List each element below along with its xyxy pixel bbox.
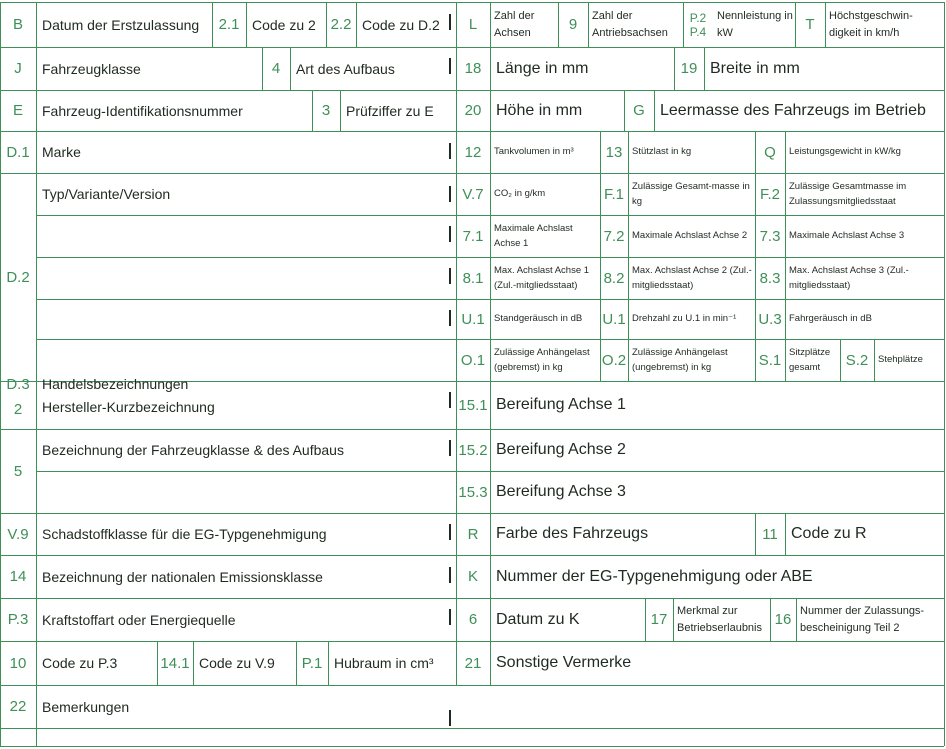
field-label: Tankvolumen in m³	[494, 146, 574, 158]
field-code: S.1	[758, 351, 782, 369]
field-code: D.2	[6, 268, 30, 286]
field-label: Handelsbezeichnungen	[42, 376, 189, 392]
field-label: Sitzplätze gesamt	[789, 346, 831, 373]
entry-marker	[449, 392, 451, 408]
field-label: Standgeräusch in dB	[494, 313, 583, 325]
field-label: Bereifung Achse 1	[496, 396, 626, 413]
field-label: Bereifung Achse 2	[496, 441, 626, 458]
field-code: 22	[9, 698, 27, 715]
field-code: O.1	[460, 351, 486, 369]
field-code: R	[467, 525, 479, 543]
field-label: Code zu P.3	[42, 655, 118, 671]
field-code: 14.1	[160, 654, 190, 672]
field-code: 14	[9, 568, 27, 585]
field-code: T	[805, 16, 815, 33]
field-label: Leermasse des Fahrzeugs im Betrieb	[660, 101, 926, 119]
field-label: Marke	[42, 144, 81, 160]
entry-marker	[449, 226, 451, 242]
field-code: L	[468, 16, 478, 33]
field-label: Drehzahl zu U.1 in min⁻¹	[632, 313, 737, 325]
field-code: G	[633, 102, 645, 119]
field-code: 17	[650, 611, 668, 628]
field-label: Zulässige Gesamt-masse in kg	[632, 180, 750, 207]
field-code: 12	[464, 143, 482, 161]
field-code: F.1	[603, 185, 624, 203]
entry-marker	[449, 186, 451, 202]
field-label: Code zu 2	[252, 16, 316, 33]
grid-line-horizontal	[36, 339, 456, 340]
field-code: 5	[13, 462, 23, 480]
field-code: 19	[680, 60, 698, 77]
field-code: E	[12, 102, 23, 119]
field-label: Maximale Achslast Achse 3	[789, 230, 905, 242]
field-code: 16	[774, 611, 792, 628]
field-label: Hersteller-Kurzbezeichnung	[42, 399, 215, 415]
field-label: Zahl der Antriebsachsen	[592, 10, 668, 39]
field-code: V.9	[7, 525, 29, 543]
field-label: Länge in mm	[496, 59, 589, 77]
field-code: 21	[464, 654, 482, 672]
field-code: 15.3	[458, 483, 488, 501]
field-label: Bemerkungen	[42, 698, 130, 715]
grid-line-horizontal	[36, 299, 456, 300]
field-code: 15.2	[458, 441, 488, 459]
entry-marker	[449, 310, 451, 326]
grid-line-horizontal	[36, 215, 456, 216]
field-code: D.3	[6, 375, 30, 393]
field-code: 8.2	[603, 269, 625, 287]
field-label: Code zu R	[791, 525, 867, 542]
field-code	[683, 4, 713, 45]
field-code: 2	[13, 400, 23, 418]
field-code: 6	[468, 611, 478, 628]
field-code: 4	[271, 60, 281, 77]
field-code: 2.2	[330, 16, 352, 33]
field-code: 15.1	[458, 396, 488, 414]
field-code: 2.1	[218, 16, 240, 33]
grid-line-horizontal	[36, 257, 456, 258]
entry-marker	[449, 14, 451, 30]
field-label: Fahrzeug-Identifikationsnummer	[42, 102, 243, 119]
field-label: Bezeichnung der Fahrzeugklasse & des Aufbaus	[42, 442, 344, 458]
field-code-b: P.4	[689, 24, 707, 39]
field-label: CO₂ in g/km	[494, 188, 546, 200]
entry-marker	[449, 567, 451, 583]
field-label: Höhe in mm	[496, 101, 583, 119]
entry-marker	[449, 710, 451, 726]
field-label: Nennleistung in kW	[717, 10, 793, 39]
field-code: U.3	[758, 310, 782, 328]
field-label: Prüfziffer zu E	[346, 102, 434, 119]
field-label: Merkmal zur Betriebserlaubnis	[677, 605, 762, 634]
field-label: Maximale Achslast Achse 2	[632, 230, 748, 242]
field-label: Maximale Achslast Achse 1	[494, 222, 573, 249]
field-code: 11	[762, 525, 778, 543]
field-label: Zulässige Anhängelast (ungebremst) in kg	[632, 346, 728, 373]
entry-marker	[449, 609, 451, 625]
field-label: Sonstige Vermerke	[496, 654, 632, 671]
field-label: Max. Achslast Achse 2 (Zul.-mitgliedsstaat)	[632, 264, 752, 291]
field-label: Stützlast in kg	[632, 146, 692, 158]
field-code: 20	[464, 102, 482, 119]
field-label: Breite in mm	[710, 59, 800, 77]
field-label: Hubraum in cm³	[334, 655, 434, 671]
field-label: Nummer der Zulassungs-bescheinigung Teil 2	[800, 605, 925, 634]
field-label: Datum der Erstzulassung	[42, 16, 200, 33]
field-code: J	[14, 60, 22, 77]
field-label: Bezeichnung der nationalen Emissionsklasse	[42, 568, 323, 585]
entry-marker	[449, 440, 451, 456]
field-code-a: P.2	[689, 10, 707, 25]
field-code: 8.1	[462, 269, 484, 287]
field-label: Kraftstoffart oder Energiequelle	[42, 611, 236, 628]
field-code: P.1	[301, 654, 323, 672]
field-code: 7.2	[603, 227, 625, 245]
field-label: Höchstgeschwin-digkeit in km/h	[829, 10, 913, 39]
field-code: V.7	[462, 185, 484, 203]
field-code: 7.3	[759, 227, 781, 245]
field-code: 7.1	[462, 227, 484, 245]
field-code: O.2	[601, 351, 627, 369]
field-code: 18	[464, 60, 482, 77]
field-code: 3	[321, 102, 331, 119]
field-label: Nummer der EG-Typgenehmigung oder ABE	[496, 567, 813, 585]
field-label: Fahrgeräusch in dB	[789, 313, 872, 325]
field-label: Code zu V.9	[199, 655, 275, 671]
field-label: Leistungsgewicht in kW/kg	[789, 146, 901, 158]
grid-line-horizontal	[0, 746, 944, 747]
field-label: Max. Achslast Achse 3 (Zul.-mitgliedsstaat)	[789, 264, 909, 291]
field-label: Bereifung Achse 3	[496, 483, 626, 500]
field-label: Datum zu K	[496, 610, 580, 628]
field-code: 13	[605, 143, 623, 161]
field-code: K	[467, 568, 478, 585]
field-code: D.1	[6, 143, 30, 161]
field-label: Farbe des Fahrzeugs	[496, 525, 649, 542]
field-label: Stehplätze	[878, 354, 923, 366]
field-label: Zulässige Anhängelast (gebremst) in kg	[494, 346, 590, 373]
field-code: 8.3	[759, 269, 781, 287]
field-label: Art des Aufbaus	[296, 60, 395, 77]
field-label: Fahrzeugklasse	[42, 60, 141, 77]
field-label: Schadstoffklasse für die EG-Typgenehmigung	[42, 526, 327, 542]
entry-marker	[449, 143, 451, 159]
entry-marker	[449, 58, 451, 74]
grid-line-horizontal	[456, 685, 944, 686]
field-code: 9	[568, 16, 578, 33]
field-code: B	[12, 16, 23, 33]
field-code: 10	[9, 654, 27, 672]
entry-marker	[449, 268, 451, 284]
field-label: Typ/Variante/Version	[42, 186, 171, 202]
field-label: Zulässige Gesamtmasse im Zulassungsmitgliedsstaat	[789, 180, 907, 207]
field-code: U.1	[602, 310, 626, 328]
field-code: S.2	[845, 351, 869, 369]
grid-line-horizontal	[36, 471, 456, 472]
grid-line-vertical	[944, 2, 945, 746]
field-code: F.2	[759, 185, 780, 203]
grid-line-horizontal	[0, 728, 944, 729]
field-code: P.3	[7, 611, 29, 628]
field-code: U.1	[461, 310, 485, 328]
field-label: Code zu D.2	[362, 16, 440, 33]
entry-marker	[449, 524, 451, 540]
field-label: Zahl der Achsen	[494, 10, 535, 39]
field-label: Max. Achslast Achse 1 (Zul.-mitgliedsstaat)	[494, 264, 590, 291]
field-code: Q	[764, 143, 776, 161]
